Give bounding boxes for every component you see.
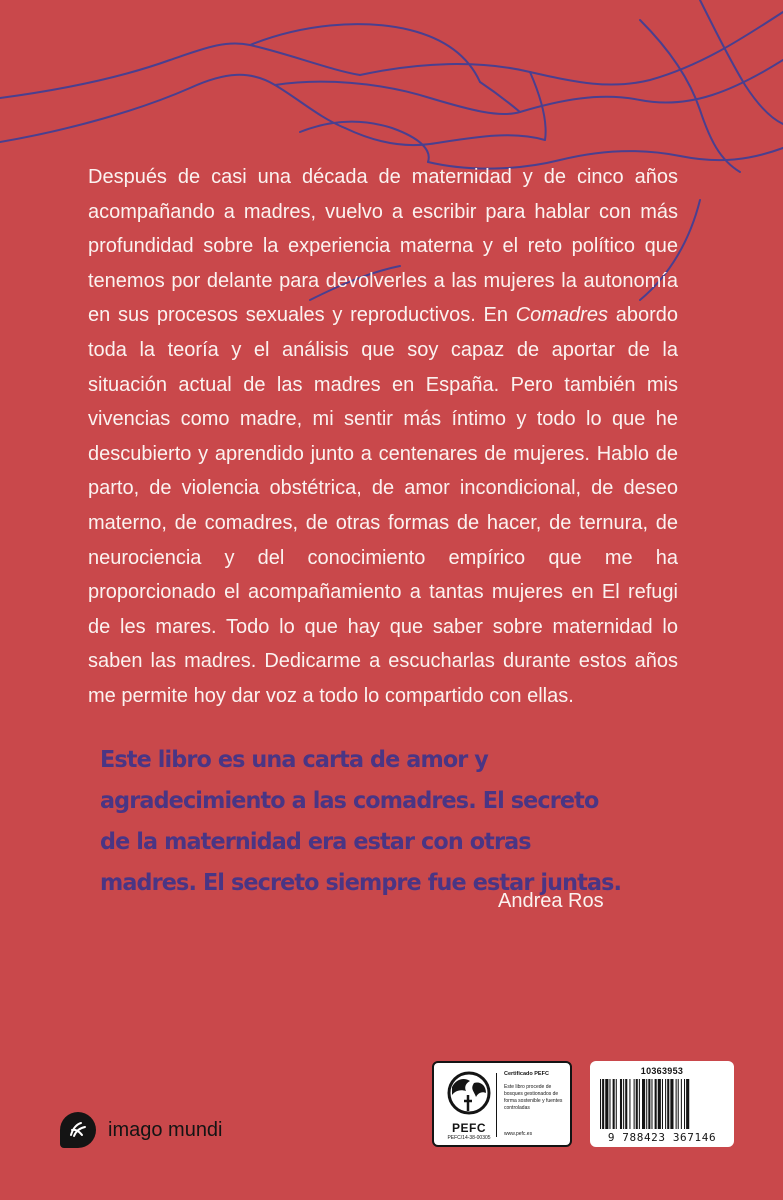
barcode-bar xyxy=(658,1079,661,1129)
barcode-bar xyxy=(655,1079,657,1129)
barcode-bar xyxy=(686,1079,689,1129)
author-name: Andrea Ros xyxy=(498,890,604,912)
publisher-name: imago mundi xyxy=(108,1118,223,1141)
barcode-bar xyxy=(609,1079,610,1129)
barcode-bar xyxy=(651,1079,652,1129)
barcode-bar xyxy=(625,1079,627,1129)
publisher-block xyxy=(60,1110,223,1150)
barcode-bar xyxy=(642,1079,645,1129)
isbn-barcode-block xyxy=(590,1061,734,1147)
barcode-bar xyxy=(646,1079,647,1129)
synopsis-text-end: abordo toda la teoría y el análisis que soy capaz de aportar de la situación actual de las madres en España. Pero también mis vivencias como madre, mi sentir más íntimo y todo lo que he descubierto y aprendido junto a centenares de mujeres. Hablo de parto, de violencia obstétrica, de amor incondicional, de deseo materno, de comadres, de otras formas de hacer, de ternura, de neurociencia y del conocimiento empírico que me ha proporcionado el acompañamiento a tantas mujeres en El refugi de les mares. Todo lo que hay que saber sobre maternidad lo saben las madres. Dedicarme a escucharlas durante estos años me permite hoy dar voz a todo lo compartido con ellas. xyxy=(88,304,678,707)
barcode-icon xyxy=(594,1079,730,1131)
synopsis-paragraph xyxy=(88,160,678,714)
pefc-divider xyxy=(496,1073,497,1137)
barcode-bar xyxy=(670,1079,673,1129)
book-title: Comadres xyxy=(515,304,608,327)
barcode-bar xyxy=(667,1079,669,1129)
pefc-url: www.pefc.es xyxy=(504,1131,533,1137)
barcode-bar xyxy=(605,1079,608,1129)
barcode-bar xyxy=(681,1079,682,1129)
barcode-bar xyxy=(623,1079,624,1129)
isbn-digits: 9 788423 367146 xyxy=(607,1131,717,1144)
highlight-quote: Este libro es una carta de amor y agradecimiento a las comadres. El secreto de la maternidad era estar con otras madres. El secreto siempre fue estar juntas. xyxy=(100,747,622,896)
barcode-bar xyxy=(602,1079,604,1129)
synopsis-text-start: Después de casi una década de maternidad y de cinco años acompañando a madres, vuelvo a escribir para hablar con más profundidad sobre la experiencia materna y el reto político que tenemos por delante para devolverles a las mujeres la autonomía en sus procesos sexuales y reproductivos. En xyxy=(88,166,678,327)
barcode-bar xyxy=(616,1079,617,1129)
pefc-title: Certificado PEFC xyxy=(504,1071,549,1077)
pefc-logo-word: PEFC xyxy=(451,1121,486,1135)
barcode-bar xyxy=(629,1079,630,1129)
publisher-logo-icon xyxy=(60,1112,96,1148)
pefc-license-code: PEFC/14-38-00305 xyxy=(447,1135,491,1141)
pefc-tree-icon xyxy=(440,1069,498,1119)
barcode-bar xyxy=(620,1079,622,1129)
pefc-info xyxy=(504,1071,568,1112)
barcode-bar xyxy=(648,1079,650,1129)
barcode-bar xyxy=(639,1079,640,1129)
barcode-bar xyxy=(684,1079,685,1129)
barcode-bar xyxy=(662,1079,663,1129)
pefc-logo xyxy=(440,1069,498,1141)
pefc-certification-badge xyxy=(432,1061,572,1147)
barcode-bar xyxy=(665,1079,666,1129)
barcode-bar xyxy=(636,1079,638,1129)
internal-code: 10363953 xyxy=(640,1066,684,1076)
barcode-bar xyxy=(676,1079,677,1129)
pefc-description: Este libro procede de bosques gestionados de forma sostenible y fuentes controladas xyxy=(504,1084,563,1111)
barcode-bar xyxy=(600,1079,601,1129)
barcode-bar xyxy=(678,1079,679,1129)
barcode-bar xyxy=(634,1079,635,1129)
barcode-bar xyxy=(613,1079,615,1129)
